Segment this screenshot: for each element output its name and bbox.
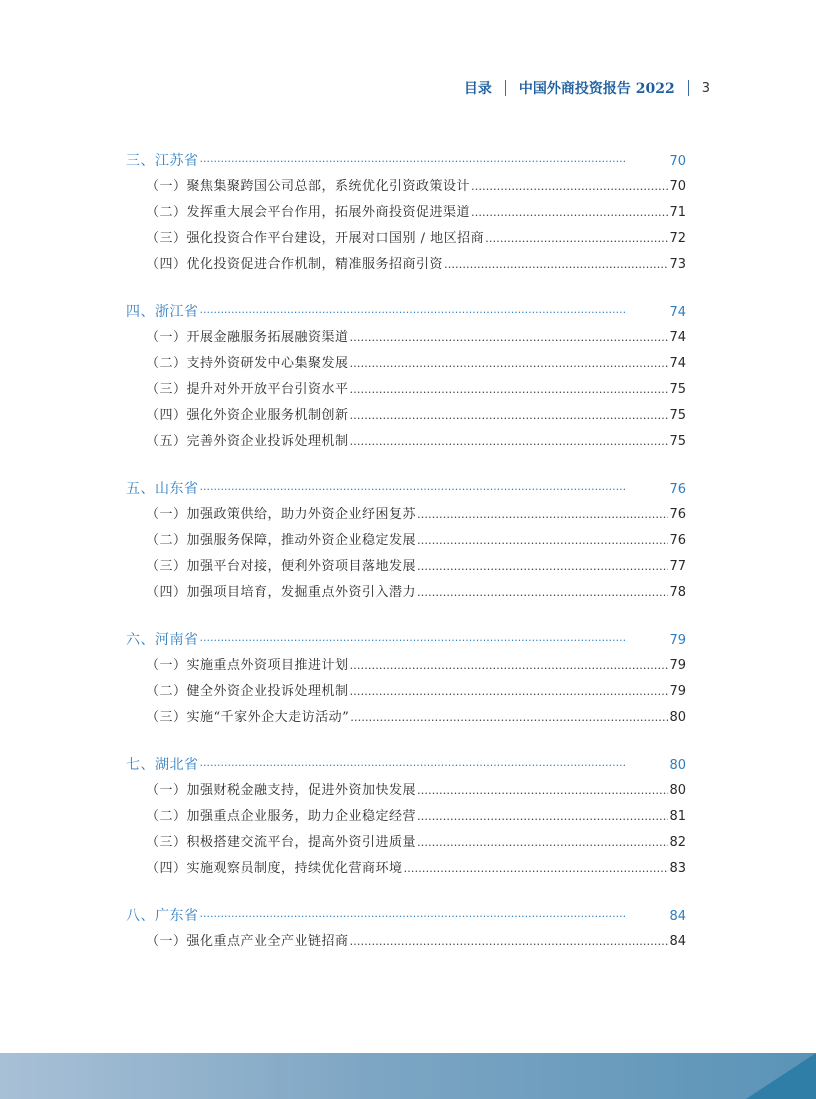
toc-page-number: 84 <box>669 909 686 924</box>
toc-subentry[interactable] <box>126 554 686 580</box>
toc-subentry-title: （三）加强平台对接，便利外资项目落地发展 <box>146 559 417 574</box>
dot-leader <box>471 174 668 200</box>
toc-subentry-title: （二）加强重点企业服务，助力企业稳定经营 <box>146 809 417 824</box>
toc-section-entry[interactable] <box>126 627 686 653</box>
toc-page-number: 76 <box>669 482 686 497</box>
toc-section <box>126 299 686 455</box>
toc-subentry-title: （四）优化投资促进合作机制，精准服务招商引资 <box>146 257 444 272</box>
dot-leader <box>350 679 669 705</box>
toc-subentry-title: （三）积极搭建交流平台，提高外资引进质量 <box>146 835 417 850</box>
toc-page-number: 79 <box>669 684 686 699</box>
toc-subentry[interactable] <box>126 705 686 731</box>
dot-leader <box>444 252 668 278</box>
dot-leader <box>471 200 668 226</box>
toc-page-number: 73 <box>669 257 686 272</box>
toc-page-number: 72 <box>669 231 686 246</box>
toc-page-number: 75 <box>669 382 686 397</box>
toc-subentry-title: （三）强化投资合作平台建设，开展对口国别 / 地区招商 <box>146 231 485 246</box>
dot-leader <box>200 148 669 174</box>
toc-subentry-title: （四）实施观察员制度，持续优化营商环境 <box>146 861 403 876</box>
dot-leader <box>350 653 669 679</box>
toc-section-title: 六、河南省 <box>126 632 199 648</box>
dot-leader <box>200 752 669 778</box>
toc-section-title: 四、浙江省 <box>126 304 199 320</box>
toc-subentry-title: （一）聚焦集聚跨国公司总部，系统优化引资政策设计 <box>146 179 471 194</box>
toc-subentry-title: （一）强化重点产业全产业链招商 <box>146 934 349 949</box>
toc-subentry[interactable] <box>126 778 686 804</box>
toc-subentry[interactable] <box>126 502 686 528</box>
toc-section <box>126 627 686 731</box>
toc-subentry-title: （一）开展金融服务拓展融资渠道 <box>146 330 349 345</box>
toc-subentry[interactable] <box>126 528 686 554</box>
toc-page-number: 70 <box>669 179 686 194</box>
toc-subentry-title: （一）加强财税金融支持，促进外资加快发展 <box>146 783 417 798</box>
toc-section-entry[interactable] <box>126 148 686 174</box>
toc-subentry[interactable] <box>126 856 686 882</box>
toc-subentry-title: （三）提升对外开放平台引资水平 <box>146 382 349 397</box>
toc-page-number: 84 <box>669 934 686 949</box>
toc-page-number: 78 <box>669 585 686 600</box>
toc-subentry-title: （二）健全外资企业投诉处理机制 <box>146 684 349 699</box>
dot-leader <box>417 778 668 804</box>
header-divider <box>688 80 689 96</box>
dot-leader <box>417 830 668 856</box>
toc-page-number: 76 <box>669 507 686 522</box>
dot-leader <box>350 429 669 455</box>
toc-section <box>126 476 686 606</box>
dot-leader <box>350 929 669 955</box>
toc-subentry-title: （五）完善外资企业投诉处理机制 <box>146 434 349 449</box>
toc-page-number: 83 <box>669 861 686 876</box>
toc-subentry[interactable] <box>126 226 686 252</box>
toc-subentry[interactable] <box>126 653 686 679</box>
header-section-label: 目录 <box>463 81 492 97</box>
toc-subentry[interactable] <box>126 429 686 455</box>
footer-decorative-band <box>0 1053 816 1099</box>
toc-section-entry[interactable] <box>126 752 686 778</box>
toc-subentry-title: （二）发挥重大展会平台作用，拓展外商投资促进渠道 <box>146 205 471 220</box>
toc-page-number: 81 <box>669 809 686 824</box>
toc-subentry-title: （一）加强政策供给，助力外资企业纾困复苏 <box>146 507 417 522</box>
toc-subentry[interactable] <box>126 325 686 351</box>
toc-section-title: 七、湖北省 <box>126 757 199 773</box>
toc-subentry-title: （四）加强项目培育，发掘重点外资引入潜力 <box>146 585 417 600</box>
toc-subentry[interactable] <box>126 252 686 278</box>
toc-section-entry[interactable] <box>126 299 686 325</box>
toc-page-number: 75 <box>669 408 686 423</box>
toc-subentry[interactable] <box>126 403 686 429</box>
toc-section <box>126 148 686 278</box>
toc-section <box>126 903 686 955</box>
toc-page-number: 80 <box>669 783 686 798</box>
dot-leader <box>350 403 669 429</box>
toc-section-entry[interactable] <box>126 476 686 502</box>
toc-page-number: 77 <box>669 559 686 574</box>
dot-leader <box>417 554 668 580</box>
dot-leader <box>200 299 669 325</box>
dot-leader <box>350 705 668 731</box>
header-report-title: 中国外商投资报告 2022 <box>518 81 675 97</box>
toc-page-number: 71 <box>669 205 686 220</box>
toc-subentry-title: （三）实施“千家外企大走访活动” <box>146 710 350 725</box>
toc-page-number: 75 <box>669 434 686 449</box>
dot-leader <box>200 476 669 502</box>
toc-subentry[interactable] <box>126 830 686 856</box>
toc-subentry[interactable] <box>126 929 686 955</box>
toc-page-number: 74 <box>669 356 686 371</box>
toc-page-number: 74 <box>669 305 686 320</box>
toc-page-number: 82 <box>669 835 686 850</box>
header-page-number: 3 <box>701 80 710 96</box>
dot-leader <box>200 627 669 653</box>
dot-leader <box>417 580 668 606</box>
toc-section <box>126 752 686 882</box>
dot-leader <box>350 351 669 377</box>
toc-section-title: 八、广东省 <box>126 908 199 924</box>
dot-leader <box>350 325 669 351</box>
dot-leader <box>200 903 669 929</box>
toc-subentry-title: （四）强化外资企业服务机制创新 <box>146 408 349 423</box>
dot-leader <box>350 377 669 403</box>
toc-page-number: 70 <box>669 154 686 169</box>
header-divider <box>505 80 506 96</box>
toc-subentry[interactable] <box>126 351 686 377</box>
toc-page-number: 80 <box>669 758 686 773</box>
toc-page-number: 80 <box>669 710 686 725</box>
toc-page-number: 79 <box>669 658 686 673</box>
table-of-contents <box>126 148 686 976</box>
toc-subentry[interactable] <box>126 200 686 226</box>
toc-section-entry[interactable] <box>126 903 686 929</box>
toc-subentry[interactable] <box>126 174 686 200</box>
toc-subentry[interactable] <box>126 377 686 403</box>
dot-leader <box>404 856 669 882</box>
dot-leader <box>485 226 668 252</box>
toc-subentry[interactable] <box>126 580 686 606</box>
toc-page-number: 79 <box>669 633 686 648</box>
dot-leader <box>417 502 668 528</box>
toc-section-title: 五、山东省 <box>126 481 199 497</box>
toc-subentry-title: （二）支持外资研发中心集聚发展 <box>146 356 349 371</box>
toc-subentry[interactable] <box>126 679 686 705</box>
page-header <box>464 78 710 98</box>
toc-subentry[interactable] <box>126 804 686 830</box>
dot-leader <box>417 804 668 830</box>
toc-page-number: 76 <box>669 533 686 548</box>
toc-subentry-title: （一）实施重点外资项目推进计划 <box>146 658 349 673</box>
toc-page-number: 74 <box>669 330 686 345</box>
dot-leader <box>417 528 668 554</box>
toc-section-title: 三、江苏省 <box>126 153 199 169</box>
toc-subentry-title: （二）加强服务保障，推动外资企业稳定发展 <box>146 533 417 548</box>
